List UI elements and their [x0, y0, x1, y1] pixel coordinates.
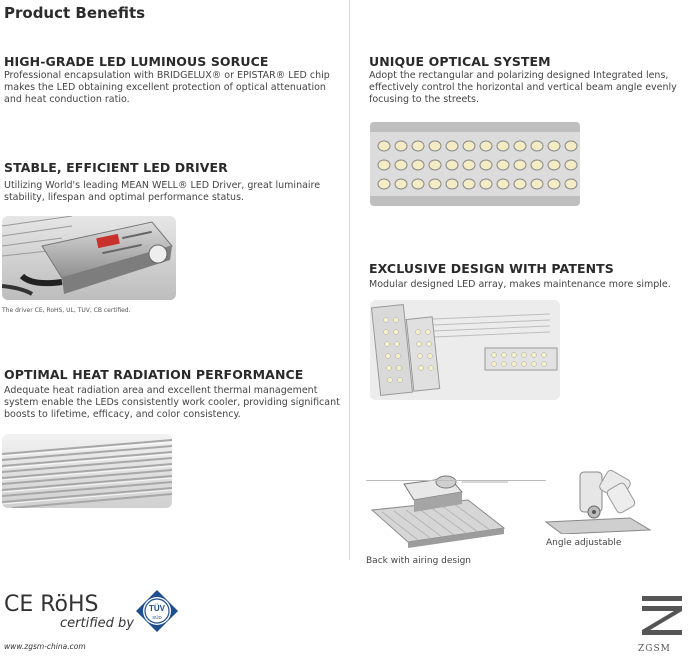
svg-text:SÜD: SÜD	[152, 615, 162, 620]
lens-dot	[412, 179, 424, 189]
lens-dot	[378, 179, 390, 189]
heat-sink-fins-image	[2, 434, 172, 508]
lens-dot	[378, 141, 390, 151]
zgsm-logo	[636, 594, 688, 640]
lens-dot	[514, 160, 526, 170]
lens-dot	[548, 160, 560, 170]
lens-dot	[446, 179, 458, 189]
luminous-heading: HIGH-GRADE LED LUMINOUS SORUCE	[4, 54, 269, 69]
lens-dot	[480, 160, 492, 170]
optical-heading: UNIQUE OPTICAL SYSTEM	[369, 54, 551, 69]
lens-dot	[565, 179, 577, 189]
lens-dot	[412, 160, 424, 170]
airing-design-caption: Back with airing design	[366, 556, 472, 566]
page-title: Product Benefits	[4, 4, 146, 22]
lens-dot	[463, 160, 475, 170]
driver-heading: STABLE, EFFICIENT LED DRIVER	[4, 160, 228, 175]
certified-by-text: certified by	[60, 616, 134, 631]
luminous-body: Professional encapsulation with BRIDGELUX® or EPISTAR® LED chip makes the LED obtaining excellent protection of optical attenuation and heat conduction ratio.	[4, 70, 330, 105]
column-divider	[349, 0, 350, 560]
airing-design-image	[368, 470, 508, 550]
lens-dot	[565, 141, 577, 151]
lens-dot	[480, 179, 492, 189]
svg-text:TÜV: TÜV	[149, 604, 165, 613]
lens-dot	[395, 141, 407, 151]
lens-dot	[497, 179, 509, 189]
lens-dot	[446, 160, 458, 170]
tuv-sud-logo	[134, 588, 180, 634]
lens-dot	[378, 160, 390, 170]
lens-dot	[514, 141, 526, 151]
lens-dot	[463, 141, 475, 151]
lens-dot	[395, 160, 407, 170]
patents-body: Modular designed LED array, makes maintenance more simple.	[369, 279, 671, 290]
lens-dot	[497, 160, 509, 170]
lens-dot	[531, 141, 543, 151]
lens-dot	[497, 141, 509, 151]
modular-led-array-image	[370, 300, 560, 400]
lens-dot	[395, 179, 407, 189]
led-driver-image	[2, 216, 176, 300]
lens-dot	[565, 160, 577, 170]
lens-dot	[548, 179, 560, 189]
lens-dot	[429, 141, 441, 151]
driver-caption: The driver CE, RoHS, UL, TUV, CB certified.	[2, 307, 131, 314]
callout-line	[366, 480, 546, 481]
angle-adjustable-caption: Angle adjustable	[546, 538, 622, 548]
website-url: www.zgsm-china.com	[4, 642, 86, 651]
lens-dot	[548, 141, 560, 151]
lens-dot	[514, 179, 526, 189]
lens-dot	[429, 179, 441, 189]
heat-heading: OPTIMAL HEAT RADIATION PERFORMANCE	[4, 367, 304, 382]
zgsm-brand-text: ZGSM	[638, 644, 671, 654]
optical-lens-image	[370, 122, 580, 206]
lens-dot	[531, 179, 543, 189]
ce-rohs-logo: CE RöHS	[4, 592, 99, 617]
lens-dot	[446, 141, 458, 151]
angle-adjustable-image	[542, 466, 654, 534]
lens-dot	[412, 141, 424, 151]
lens-dot	[480, 141, 492, 151]
lens-dot	[463, 179, 475, 189]
optical-body: Adopt the rectangular and polarizing designed Integrated lens, effectively control the horizontal and vertical beam angle evenly focusing to the streets.	[369, 70, 677, 105]
lens-dot	[531, 160, 543, 170]
patents-heading: EXCLUSIVE DESIGN WITH PATENTS	[369, 261, 614, 276]
heat-body: Adequate heat radiation area and excellent thermal management system enable the LEDs consistently work cooler, providing significant boosts to lifetime, efficacy, and color consistency.	[4, 385, 340, 420]
driver-body: Utilizing World's leading MEAN WELL® LED Driver, great luminaire stability, lifespan and optimal performance status.	[4, 180, 321, 203]
lens-dot	[429, 160, 441, 170]
